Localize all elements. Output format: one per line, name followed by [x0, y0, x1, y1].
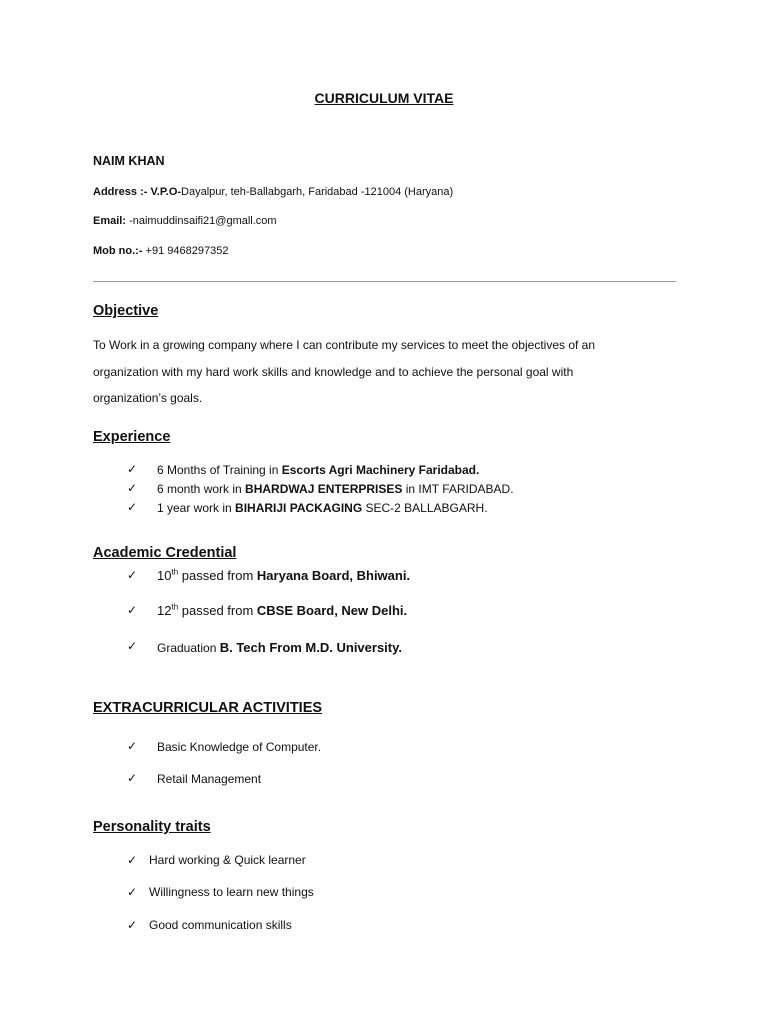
- objective-heading: Objective: [93, 303, 159, 319]
- academic-board: B. Tech From M.D. University.: [219, 640, 402, 655]
- candidate-name: NAIM KHAN: [93, 154, 165, 168]
- mobile-line: [93, 245, 228, 257]
- academic-item: [157, 603, 407, 618]
- personality-item: Hard working & Quick learner: [149, 853, 306, 867]
- experience-location: in IMT FARIDABAD.: [402, 482, 514, 496]
- experience-item: [157, 501, 488, 515]
- check-icon: ✓: [127, 853, 138, 867]
- extracurricular-heading: EXTRACURRICULAR ACTIVITIES: [93, 700, 323, 716]
- address-value: Dayalpur, teh-Ballabgarh, Faridabad -121004 (Haryana): [181, 186, 454, 198]
- check-icon: ✓: [127, 639, 138, 653]
- objective-line: organization’s goals.: [93, 391, 203, 405]
- check-icon: ✓: [127, 885, 138, 899]
- academic-heading: Academic Credential: [93, 545, 237, 561]
- experience-location: SEC-2 BALLABGARH.: [362, 501, 488, 515]
- experience-company: BIHARIJI PACKAGING: [235, 501, 363, 515]
- check-icon: ✓: [127, 462, 138, 476]
- personality-item: Willingness to learn new things: [149, 885, 314, 899]
- experience-company: BHARDWAJ ENTERPRISES: [245, 482, 403, 496]
- address-label: Address :- V.P.O-: [93, 186, 182, 198]
- academic-text: passed from: [178, 568, 257, 583]
- academic-class: 10: [157, 568, 172, 583]
- check-icon: ✓: [127, 568, 138, 582]
- academic-board: Haryana Board, Bhiwani.: [256, 568, 411, 583]
- extracurricular-item: Retail Management: [157, 772, 262, 786]
- personality-item: Good communication skills: [149, 918, 292, 932]
- objective-paragraph: [93, 332, 693, 412]
- experience-text: 1 year work in: [157, 501, 236, 515]
- experience-company: Escorts Agri Machinery Faridabad.: [281, 463, 480, 477]
- objective-line: organization with my hard work skills and knowledge and to achieve the personal goal with: [93, 364, 574, 379]
- experience-heading: Experience: [93, 429, 171, 445]
- experience-text: 6 month work in: [157, 482, 246, 496]
- email-label: Email:: [93, 215, 130, 227]
- extracurricular-item: Basic Knowledge of Computer.: [157, 740, 322, 754]
- academic-class: 12: [157, 603, 172, 618]
- mobile-label: Mob no.:-: [93, 245, 146, 257]
- ordinal-suffix: th: [171, 602, 179, 612]
- check-icon: ✓: [127, 500, 138, 514]
- document-title: CURRICULUM VITAE: [314, 90, 454, 106]
- check-icon: ✓: [127, 739, 138, 753]
- experience-text: 6 Months of Training in: [157, 463, 282, 477]
- academic-item: [157, 640, 402, 655]
- header-divider: [93, 281, 676, 282]
- check-icon: ✓: [127, 918, 138, 932]
- email-line: [93, 215, 277, 227]
- academic-text: passed from: [178, 603, 257, 618]
- objective-line: To Work in a growing company where I can contribute my services to meet the objectives of an: [93, 338, 596, 352]
- address-line: [93, 186, 453, 198]
- check-icon: ✓: [127, 603, 138, 617]
- check-icon: ✓: [127, 481, 138, 495]
- personality-heading: Personality traits: [93, 819, 211, 835]
- check-icon: ✓: [127, 771, 138, 785]
- ordinal-suffix: th: [171, 567, 179, 577]
- experience-item: [157, 482, 514, 496]
- email-value: -naimuddinsaifi21@gmall.com: [129, 215, 277, 227]
- experience-item: [157, 463, 479, 477]
- academic-item: [157, 568, 410, 583]
- academic-board: CBSE Board, New Delhi.: [256, 603, 408, 618]
- mobile-value: +91 9468297352: [145, 245, 229, 257]
- academic-text: Graduation: [157, 641, 220, 655]
